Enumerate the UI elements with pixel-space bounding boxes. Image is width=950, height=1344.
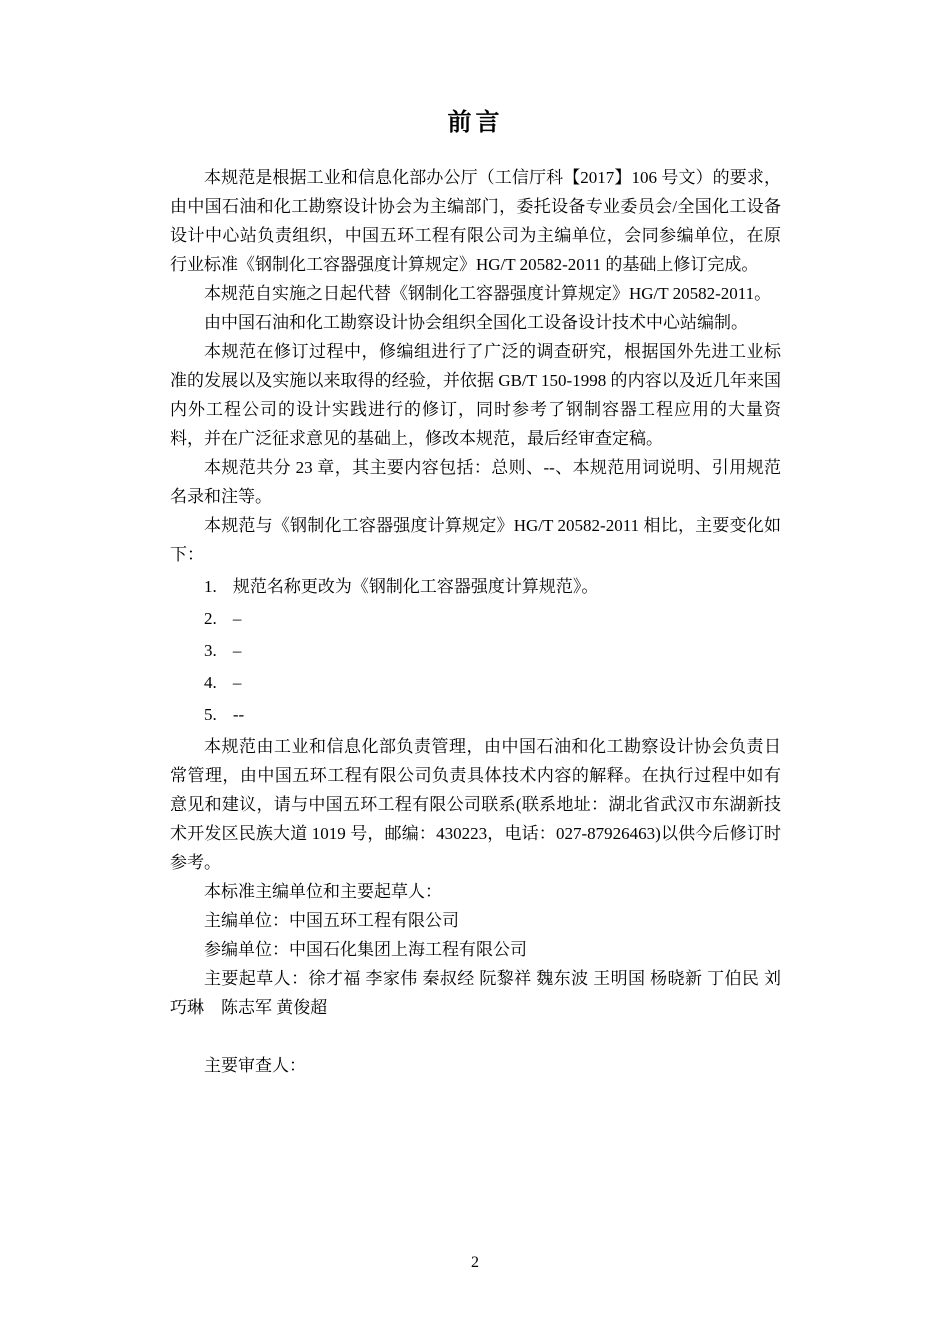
page-title: 前言 <box>447 110 504 136</box>
list-item <box>170 668 781 697</box>
list-item-number: 5. <box>204 705 217 724</box>
list-item <box>170 604 781 633</box>
paragraph: 本规范在修订过程中，修编组进行了广泛的调查研究，根据国外先进工业标准的发展以及实施以来取得的经验，并依据 GB/T 150-1998 的内容以及近几年来国内外工程公司的设计实践进行的修订，同时参考了钢制容器工程应用的大量资料，并在广泛征求意见的基础上，修改本规范，最后经审查定稿。 <box>170 342 781 448</box>
paragraph: 本规范与《钢制化工容器强度计算规定》HG/T 20582-2011 相比，主要变化如下： <box>170 516 781 564</box>
numbered-list <box>170 572 781 729</box>
paragraph: 主要起草人：徐才福 李家伟 秦叔经 阮黎祥 魏东波 王明国 杨晓新 丁伯民 刘巧琳 陈志军 黄俊超 <box>170 969 781 1017</box>
list-item <box>170 572 781 601</box>
page-number: 2 <box>471 1254 479 1271</box>
list-item-number: 3. <box>204 641 217 660</box>
list-item-text: – <box>232 673 242 692</box>
paragraph: 本规范自实施之日起代替《钢制化工容器强度计算规定》HG/T 20582-2011。 <box>204 284 772 303</box>
paragraph: 由中国石油和化工勘察设计协会组织全国化工设备设计技术中心站编制。 <box>204 313 748 332</box>
list-item-text: 规范名称更改为《钢制化工容器强度计算规范》。 <box>232 577 599 596</box>
list-item-number: 4. <box>204 673 217 692</box>
list-item-text: – <box>232 641 242 660</box>
list-item <box>170 700 781 729</box>
list-item-number: 2. <box>204 609 217 628</box>
reviewer-line: 主要审查人： <box>204 1056 306 1075</box>
paragraph: 主编单位：中国五环工程有限公司 <box>204 911 459 930</box>
paragraph: 本规范共分 23 章，其主要内容包括：总则、--、本规范用词说明、引用规范名录和注等。 <box>170 458 781 506</box>
paragraph: 本规范是根据工业和信息化部办公厅（工信厅科【2017】106 号文）的要求，由中国石油和化工勘察设计协会为主编部门，委托设备专业委员会/全国化工设备设计中心站负责组织，中国五环工程有限公司为主编单位，会同参编单位，在原行业标准《钢制化工容器强度计算规定》HG/T 20582-2011 的基础上修订完成。 <box>170 168 781 274</box>
paragraph: 本规范由工业和信息化部负责管理，由中国石油和化工勘察设计协会负责日常管理，由中国五环工程有限公司负责具体技术内容的解释。在执行过程中如有意见和建议，请与中国五环工程有限公司联系(联系地址：湖北省武汉市东湖新技术开发区民族大道 1019 号，邮编：430223，电话：027-87926463)以供今后修订时参考。 <box>170 737 781 872</box>
paragraph: 参编单位：中国石化集团上海工程有限公司 <box>204 940 527 959</box>
list-item-number: 1. <box>204 577 217 596</box>
list-item-text: – <box>232 609 242 628</box>
list-item-text: -- <box>232 705 245 724</box>
list-item <box>170 636 781 665</box>
paragraph: 本标准主编单位和主要起草人： <box>204 882 442 901</box>
